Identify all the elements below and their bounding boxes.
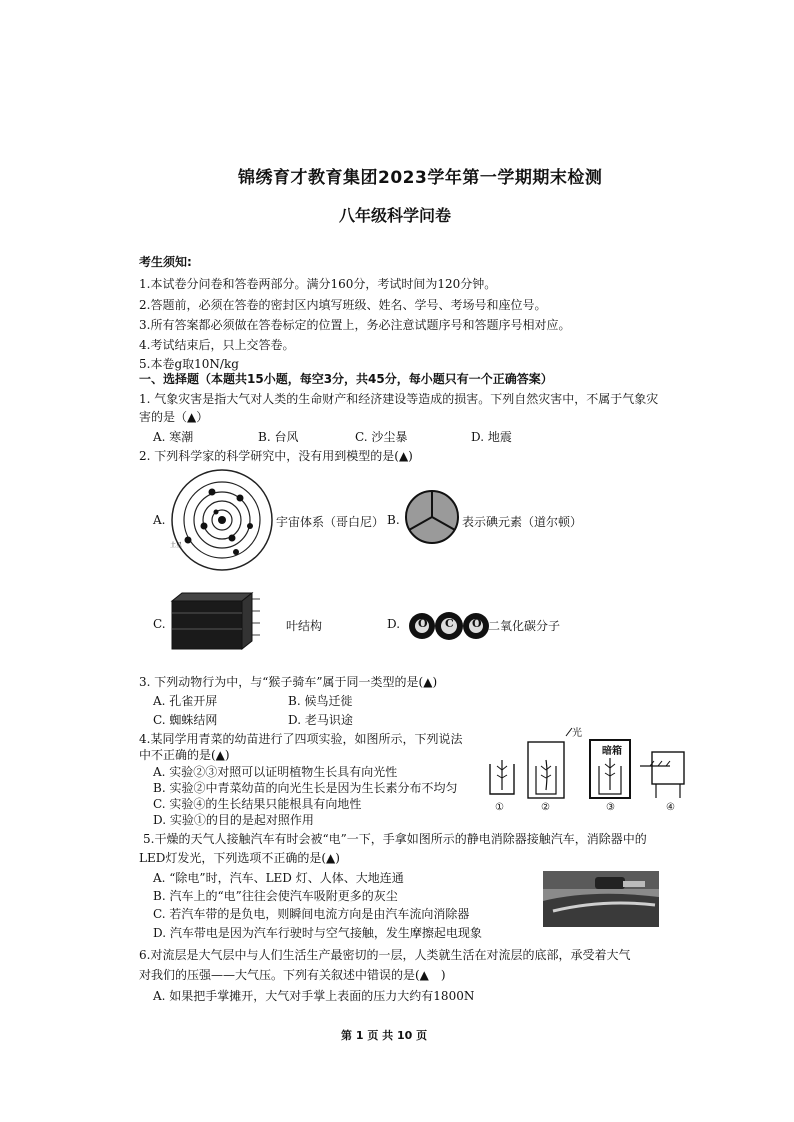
q1-option-a: A. 寒潮 bbox=[153, 430, 194, 444]
q1-option-c: C. 沙尘暴 bbox=[355, 430, 408, 444]
copernicus-solar-system-figure bbox=[170, 468, 275, 573]
question-5-stem-cont: LED灯发光，下列选项不正确的是(▲) bbox=[139, 851, 340, 865]
notice-item: 1.本试卷分问卷和答卷两部分。满分160分，考试时间为120分钟。 bbox=[139, 277, 497, 291]
q2-option-a-letter: A. bbox=[153, 513, 166, 527]
question-6-stem-cont: 对我们的压强——大气压。下列有关叙述中错误的是(▲ ) bbox=[139, 968, 446, 982]
notice-item: 2.答题前，必须在答卷的密封区内填写班级、姓名、学号、考场号和座位号。 bbox=[139, 298, 547, 312]
q4-option-c: C. 实验④的生长结果只能根具有向地性 bbox=[153, 797, 362, 811]
q3-option-b: B. 候鸟迁徙 bbox=[288, 694, 353, 708]
experiment-label-4: ④ bbox=[666, 802, 675, 813]
q3-option-d: D. 老马识途 bbox=[288, 713, 353, 727]
question-6-stem: 6.对流层是大气层中与人们生活生产最密切的一层，人类就生活在对流层的底部，承受着大气 bbox=[139, 948, 631, 962]
q2-option-a-caption: 宇宙体系（哥白尼） bbox=[276, 515, 385, 529]
dalton-iodine-symbol-figure bbox=[404, 489, 460, 545]
phototropism-experiment-figure bbox=[480, 722, 690, 820]
question-1-stem-cont: 害的是（▲） bbox=[139, 410, 209, 424]
dark-box-label: 暗箱 bbox=[602, 746, 622, 757]
q4-option-d: D. 实验①的目的是起对照作用 bbox=[153, 813, 314, 827]
q1-option-d: D. 地震 bbox=[471, 430, 512, 444]
notice-heading: 考生须知: bbox=[139, 255, 192, 269]
atom-label: O bbox=[418, 617, 428, 630]
page-number: 第 1 页 共 10 页 bbox=[341, 1029, 428, 1042]
q2-option-b-caption: 表示碘元素（道尔顿） bbox=[462, 515, 583, 529]
atom-label: C bbox=[445, 617, 454, 630]
q5-option-d: D. 汽车带电是因为汽车行驶时与空气接触，发生摩擦起电现象 bbox=[153, 926, 482, 940]
q2-option-b-letter: B. bbox=[387, 513, 400, 527]
q5-option-b: B. 汽车上的“电”往往会使汽车吸附更多的灰尘 bbox=[153, 889, 398, 903]
experiment-label-1: ① bbox=[495, 802, 504, 813]
exam-title: 锦绣育才教育集团2023学年第一学期期末检测 bbox=[238, 168, 603, 188]
q2-option-c-caption: 叶结构 bbox=[286, 619, 323, 633]
planet-label: 土星 bbox=[170, 542, 183, 549]
q3-option-a: A. 孔雀开屏 bbox=[153, 694, 218, 708]
experiment-label-2: ② bbox=[541, 802, 550, 813]
q2-option-d-letter: D. bbox=[387, 617, 401, 631]
question-1-stem: 1. 气象灾害是指大气对人类的生命财产和经济建设等造成的损害。下列自然灾害中，不属于气象灾 bbox=[139, 392, 659, 406]
q2-option-c-letter: C. bbox=[153, 617, 166, 631]
question-3-stem: 3. 下列动物行为中，与“猴子骑车”属于同一类型的是(▲) bbox=[139, 675, 438, 689]
q3-option-c: C. 蜘蛛结网 bbox=[153, 713, 218, 727]
notice-item: 5.本卷g取10N/kg bbox=[139, 357, 239, 371]
q1-option-b: B. 台风 bbox=[258, 430, 299, 444]
question-5-stem: 5.干燥的天气人接触汽车有时会被“电”一下，手拿如图所示的静电消除器接触汽车，消除器中的 bbox=[143, 832, 647, 846]
q4-option-a: A. 实验②③对照可以证明植物生长具有向光性 bbox=[153, 765, 398, 779]
question-4-stem-cont: 中不正确的是(▲) bbox=[139, 748, 230, 762]
static-eliminator-photo bbox=[543, 871, 659, 927]
q6-option-a: A. 如果把手掌摊开，大气对手掌上表面的压力大约有1800N bbox=[153, 989, 475, 1003]
q4-option-b: B. 实验②中青菜幼苗的向光生长是因为生长素分布不均匀 bbox=[153, 781, 458, 795]
exam-subtitle: 八年级科学问卷 bbox=[339, 206, 452, 225]
question-2-stem: 2. 下列科学家的科学研究中，没有用到模型的是(▲) bbox=[139, 449, 413, 463]
q5-option-a: A. “除电”时，汽车、LED 灯、人体、大地连通 bbox=[153, 871, 404, 885]
notice-item: 4.考试结束后，只上交答卷。 bbox=[139, 338, 295, 352]
leaf-structure-figure bbox=[172, 593, 262, 651]
section-heading: 一、选择题（本题共15小题，每空3分，共45分，每小题只有一个正确答案） bbox=[139, 372, 553, 386]
light-label: 光 bbox=[572, 728, 582, 739]
experiment-label-3: ③ bbox=[606, 802, 615, 813]
atom-label: O bbox=[472, 617, 482, 630]
notice-item: 3.所有答案都必须做在答卷标定的位置上，务必注意试题序号和答题序号相对应。 bbox=[139, 318, 571, 332]
q5-option-c: C. 若汽车带的是负电，则瞬间电流方向是由汽车流向消除器 bbox=[153, 907, 470, 921]
question-4-stem: 4.某同学用青菜的幼苗进行了四项实验，如图所示，下列说法 bbox=[139, 732, 463, 746]
q2-option-d-caption: 二氧化碳分子 bbox=[488, 619, 561, 633]
